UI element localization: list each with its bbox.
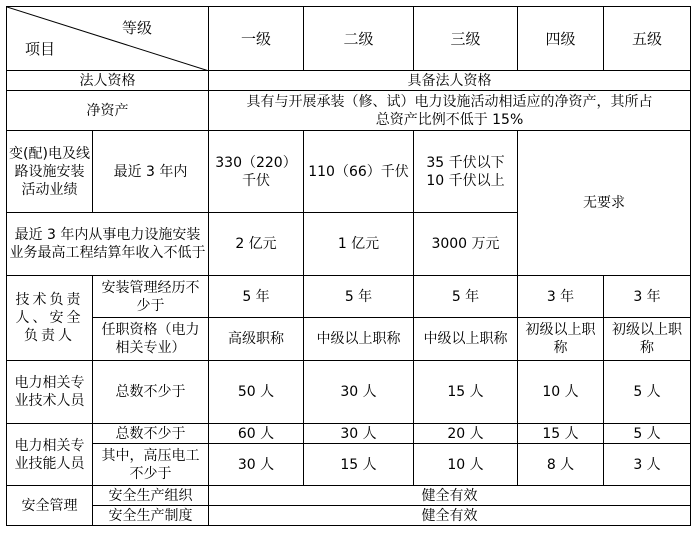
skill-total-label: 总数不少于 <box>93 424 209 444</box>
safety-org-row <box>7 486 691 506</box>
performance-level-3-line-2: 10 千伏以上 <box>426 172 505 189</box>
safety-org-value: 健全有效 <box>209 486 691 506</box>
performance-period: 最近 3 年内 <box>93 131 209 213</box>
qualification-row <box>7 318 691 361</box>
net-assets-row <box>7 91 691 131</box>
revenue-level-3: 3000 万元 <box>414 213 518 276</box>
qualification-label: 任职资格（电力相关专业） <box>93 318 209 361</box>
skill-total-level-2: 30 人 <box>304 424 414 444</box>
diagonal-line <box>7 7 209 71</box>
qualification-level-4: 初级以上职称 <box>518 318 604 361</box>
experience-level-4: 3 年 <box>518 276 604 318</box>
safety-label: 安全管理 <box>7 486 93 526</box>
qualification-level-3: 中级以上职称 <box>414 318 518 361</box>
skill-total-row <box>7 424 691 444</box>
level-2-header: 二级 <box>304 7 414 71</box>
tech-staff-label: 电力相关专业技术人员 <box>7 361 93 424</box>
safety-system-label: 安全生产制度 <box>93 506 209 526</box>
level-4-header: 四级 <box>518 7 604 71</box>
performance-level-3 <box>414 131 518 213</box>
legal-person-label: 法人资格 <box>7 71 209 91</box>
experience-label: 安装管理经历不少于 <box>93 276 209 318</box>
net-assets-line-1: 具有与开展承装（修、试）电力设施活动相适应的净资产，其所占 <box>246 93 653 110</box>
level-header-label: 等级 <box>121 19 152 37</box>
qualification-requirements-table <box>6 6 691 526</box>
net-assets-value <box>209 91 691 131</box>
level-1-header: 一级 <box>209 7 304 71</box>
skill-staff-label: 电力相关专业技能人员 <box>7 424 93 486</box>
high-voltage-label: 其中，高压电工不少于 <box>93 444 209 486</box>
qualification-level-5: 初级以上职称 <box>604 318 691 361</box>
skill-total-level-3: 20 人 <box>414 424 518 444</box>
no-requirement-cell: 无要求 <box>518 131 691 276</box>
revenue-label: 最近 3 年内从事电力设施安装业务最高工程结算年收入不低于 <box>7 213 209 276</box>
tech-staff-level-1: 50 人 <box>209 361 304 424</box>
legal-person-value: 具备法人资格 <box>209 71 691 91</box>
net-assets-label: 净资产 <box>7 91 209 131</box>
qualification-level-2: 中级以上职称 <box>304 318 414 361</box>
item-header-label: 项目 <box>25 40 56 58</box>
high-voltage-level-4: 8 人 <box>518 444 604 486</box>
experience-level-5: 3 年 <box>604 276 691 318</box>
skill-total-level-5: 5 人 <box>604 424 691 444</box>
experience-level-2: 5 年 <box>304 276 414 318</box>
high-voltage-level-2: 15 人 <box>304 444 414 486</box>
revenue-level-1: 2 亿元 <box>209 213 304 276</box>
skill-total-level-1: 60 人 <box>209 424 304 444</box>
safety-system-value: 健全有效 <box>209 506 691 526</box>
tech-leader-label: 技术负责人、安全负责人 <box>7 276 93 361</box>
level-3-header: 三级 <box>414 7 518 71</box>
experience-level-1: 5 年 <box>209 276 304 318</box>
tech-staff-row <box>7 361 691 424</box>
high-voltage-level-1: 30 人 <box>209 444 304 486</box>
tech-staff-level-2: 30 人 <box>304 361 414 424</box>
header-row <box>7 7 691 71</box>
header-corner-cell <box>7 7 209 71</box>
tech-staff-sub-label: 总数不少于 <box>93 361 209 424</box>
level-5-header: 五级 <box>604 7 691 71</box>
experience-level-3: 5 年 <box>414 276 518 318</box>
skill-total-level-4: 15 人 <box>518 424 604 444</box>
tech-staff-level-3: 15 人 <box>414 361 518 424</box>
net-assets-line-2: 总资产比例不低于 15% <box>375 111 524 128</box>
safety-system-row <box>7 506 691 526</box>
safety-org-label: 安全生产组织 <box>93 486 209 506</box>
performance-level-2: 110（66）千伏 <box>304 131 414 213</box>
high-voltage-level-5: 3 人 <box>604 444 691 486</box>
qualification-level-1: 高级职称 <box>209 318 304 361</box>
high-voltage-level-3: 10 人 <box>414 444 518 486</box>
revenue-level-2: 1 亿元 <box>304 213 414 276</box>
experience-row <box>7 276 691 318</box>
performance-label: 变(配)电及线路设施安装活动业绩 <box>7 131 93 213</box>
tech-staff-level-5: 5 人 <box>604 361 691 424</box>
legal-person-row <box>7 71 691 91</box>
high-voltage-row <box>7 444 691 486</box>
performance-row <box>7 131 691 213</box>
performance-level-1: 330（220）千伏 <box>209 131 304 213</box>
tech-staff-level-4: 10 人 <box>518 361 604 424</box>
performance-level-3-line-1: 35 千伏以下 <box>426 154 505 171</box>
